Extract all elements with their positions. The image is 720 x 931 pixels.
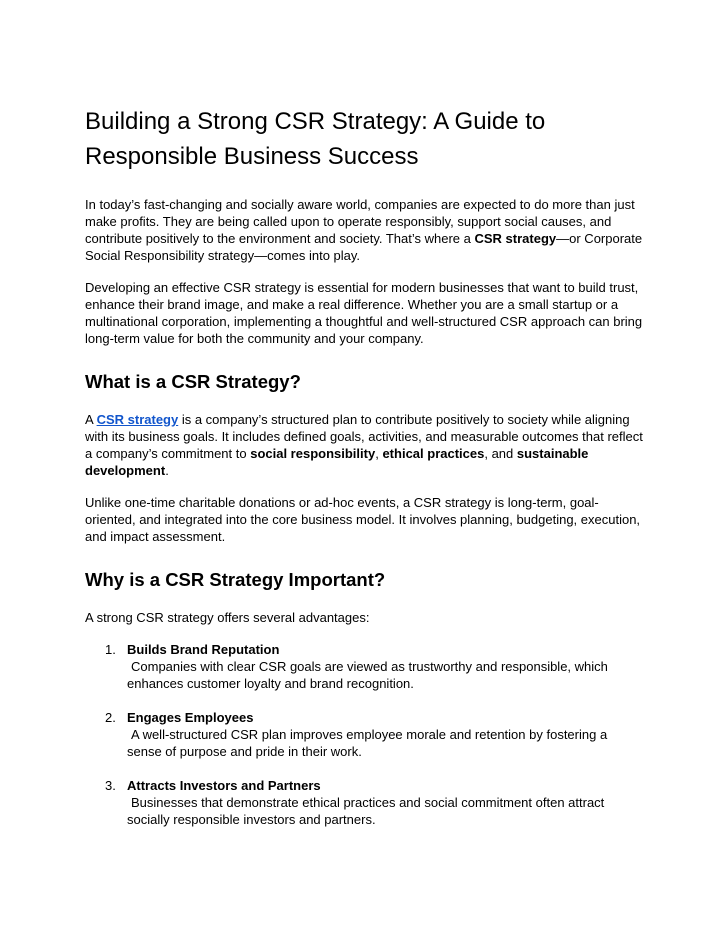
- advantages-list: [85, 641, 645, 828]
- why-intro-paragraph: A strong CSR strategy offers several advantages:: [85, 610, 370, 625]
- list-item-title: Builds Brand Reputation: [127, 642, 280, 657]
- section-heading-why: Why is a CSR Strategy Important?: [85, 569, 386, 590]
- list-item-desc-line-1: Companies with clear CSR goals are viewed as trustworthy and responsible, which: [131, 659, 608, 674]
- what-p1-bold-2: ethical practices: [382, 446, 485, 461]
- document-title: Building a Strong CSR Strategy: A Guide to Responsible Business Success: [85, 108, 546, 170]
- list-item-desc-line-2: enhances customer loyalty and brand recognition.: [127, 676, 414, 691]
- list-item-number: 2.: [105, 710, 116, 725]
- intro-paragraph-2: Developing an effective CSR strategy is essential for modern businesses that want to build trust, enhance their brand image, and make a real difference. Whether you are a small startup or a multinational corporation, implementing a thoughtful and well-structured CSR approach can bring long-term value for both the community and your company.: [85, 280, 643, 346]
- intro-paragraph-1: [85, 196, 645, 264]
- what-paragraph-2: Unlike one-time charitable donations or ad-hoc events, a CSR strategy is long-term, goal-oriented, and integrated into the core business model. It involves planning, budgeting, execution, and impact assessment.: [85, 495, 641, 544]
- document-page: [85, 104, 645, 845]
- list-item-desc-line-2: socially responsible investors and partners.: [127, 812, 376, 827]
- what-p1-mid: is a company’s structured plan to contribute positively to society while aligning with its business goals. It includes defined goals, activities, and measurable outcomes that reflect a company’s commitment to: [85, 412, 643, 461]
- what-p1-end: .: [165, 463, 169, 478]
- list-item: [85, 709, 645, 760]
- csr-strategy-link[interactable]: CSR strategy: [96, 412, 179, 427]
- list-item-desc-line-1: Businesses that demonstrate ethical practices and social commitment often attract: [131, 795, 605, 810]
- list-item-desc-line-2: sense of purpose and pride in their work.: [127, 744, 362, 759]
- what-p1-sep-2: , and: [484, 446, 517, 461]
- list-item-desc-line-1: A well-structured CSR plan improves employee morale and retention by fostering a: [131, 727, 608, 742]
- what-p1-bold-3: sustainable development: [85, 446, 589, 478]
- intro-p1-bold: CSR strategy: [474, 231, 557, 246]
- what-p1-sep-1: ,: [375, 446, 383, 461]
- what-p1-bold-1: social responsibility: [250, 446, 376, 461]
- section-heading-what: What is a CSR Strategy?: [85, 371, 301, 392]
- list-item-title: Engages Employees: [127, 710, 254, 725]
- list-item: [85, 777, 645, 828]
- what-paragraph-1: [85, 411, 645, 479]
- intro-p1-tail: —or Corporate Social Responsibility strategy—comes into play.: [85, 231, 643, 263]
- list-item-title: Attracts Investors and Partners: [127, 778, 321, 793]
- list-item-number: 1.: [105, 642, 116, 657]
- what-p1-start: A: [85, 412, 97, 427]
- list-item-number: 3.: [105, 778, 116, 793]
- list-item: [85, 641, 645, 692]
- intro-p1-text: In today’s fast-changing and socially aware world, companies are expected to do more than just make profits. They are being called upon to operate responsibly, support social causes, and contribute positively to the environment and society. That’s where a: [85, 197, 635, 246]
